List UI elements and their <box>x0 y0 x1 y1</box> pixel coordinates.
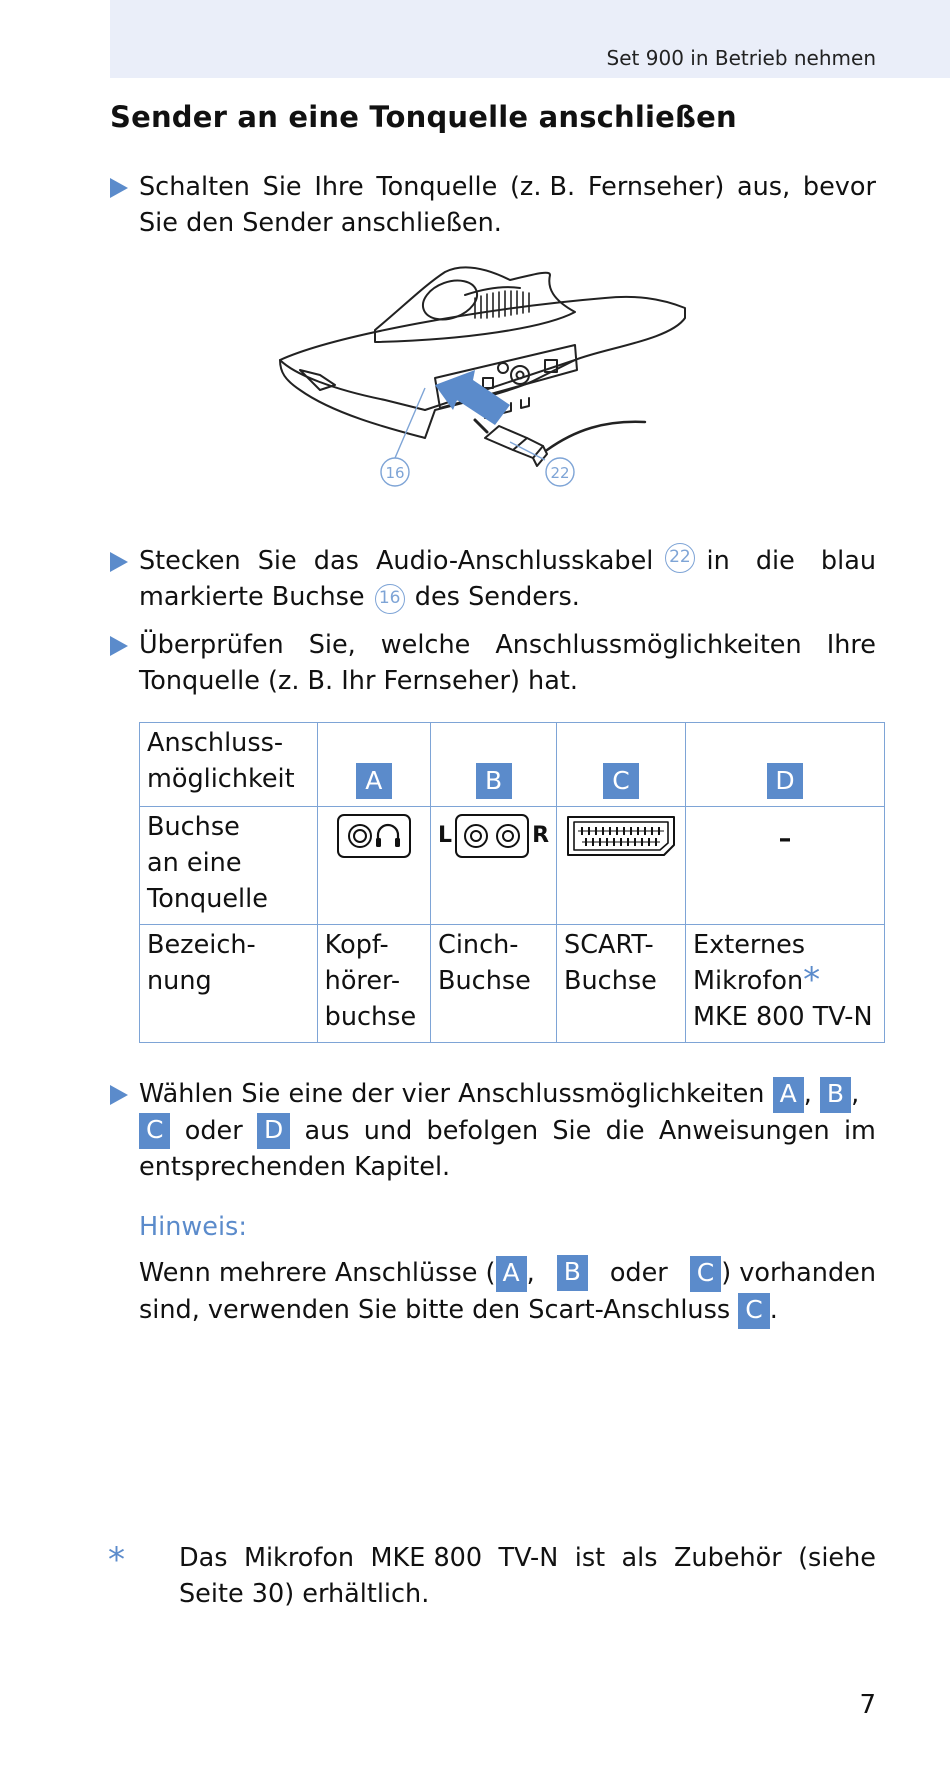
table-row <box>140 925 885 1043</box>
hint-title: Hinweis: <box>139 1212 247 1242</box>
word: TV-N <box>498 1543 559 1573</box>
option-c-cell <box>557 723 686 807</box>
name-c-cell <box>557 925 686 1043</box>
text: Cinch- <box>438 930 519 960</box>
text: , <box>803 1079 812 1109</box>
text: . <box>769 1295 778 1325</box>
socket-d-cell <box>686 807 885 925</box>
word: als <box>621 1543 658 1573</box>
footnote-star-icon: * <box>108 1540 125 1580</box>
word: Schalten <box>139 172 250 202</box>
badge-a: A <box>496 1256 527 1292</box>
word: Überprüfen <box>139 630 284 660</box>
text: hörer- <box>324 966 401 996</box>
callout-16: 16 <box>385 464 405 482</box>
bullet-triangle-icon <box>110 552 128 572</box>
text: an eine <box>147 848 242 878</box>
hint-line-1 <box>139 1255 876 1292</box>
text: , <box>526 1258 535 1288</box>
callout-22: 22 <box>550 464 570 482</box>
badge-c: C <box>603 763 639 799</box>
option-d-cell <box>686 723 885 807</box>
text: Kopf- <box>324 930 389 960</box>
table-row <box>140 723 885 807</box>
text: Tonquelle <box>147 884 268 914</box>
word: die <box>605 1116 645 1146</box>
badge-a: A <box>773 1077 804 1113</box>
row-label-option <box>140 723 318 807</box>
badge-b: B <box>476 763 512 799</box>
text: nung <box>147 966 212 996</box>
text: Mikrofon <box>693 966 804 996</box>
text: buchse <box>324 1002 417 1032</box>
word: (z. B. <box>509 172 576 202</box>
badge-b: B <box>820 1077 851 1113</box>
text: sind, verwenden Sie bitte den Scart-Anschluss <box>139 1295 731 1325</box>
headphone-socket-icon <box>336 813 412 859</box>
hint-line-2 <box>139 1292 876 1329</box>
badge-b: B <box>557 1255 588 1291</box>
step-2-line-1 <box>139 543 876 579</box>
number-16-icon: 16 <box>375 584 405 614</box>
text: Wählen Sie eine der vier Anschlussmöglichkeiten <box>139 1079 765 1109</box>
option-a-cell <box>317 723 430 807</box>
word: Zubehör <box>673 1543 782 1573</box>
text: ) vorhanden <box>721 1258 876 1288</box>
text: des Senders. <box>414 582 580 612</box>
text: Externes <box>693 930 806 960</box>
running-title: Set 900 in Betrieb nehmen <box>606 46 876 70</box>
word: aus <box>304 1116 350 1146</box>
text: Buchse <box>147 812 240 842</box>
table-row <box>140 807 885 925</box>
page-title: Sender an eine Tonquelle anschließen <box>110 100 737 134</box>
word: Mikrofon <box>243 1543 355 1573</box>
step-4-line-2 <box>139 1113 876 1149</box>
footnote <box>179 1540 876 1612</box>
word: bevor <box>802 172 876 202</box>
row-label-socket <box>140 807 318 925</box>
name-b-cell <box>431 925 557 1043</box>
hint-text <box>139 1255 876 1329</box>
word: im <box>843 1116 876 1146</box>
step-4 <box>139 1076 876 1185</box>
socket-a-cell <box>317 807 430 925</box>
step-3 <box>139 627 876 699</box>
word: ist <box>574 1543 606 1573</box>
text: oder <box>609 1258 668 1288</box>
cinch-right-label: R <box>532 823 550 848</box>
word: Anschlussmöglichkeiten <box>495 630 802 660</box>
text: markierte Buchse <box>139 582 365 612</box>
page-number: 7 <box>859 1690 876 1720</box>
word: Sie <box>552 1116 592 1146</box>
word: Fernseher) <box>587 172 725 202</box>
word: MKE 800 <box>370 1543 483 1573</box>
word: Ihre <box>826 630 876 660</box>
word: und <box>363 1116 413 1146</box>
text: Wenn mehrere Anschlüsse ( <box>139 1258 496 1288</box>
bullet-triangle-icon <box>110 1085 128 1105</box>
connection-options-table <box>139 722 885 1043</box>
footnote-line-1 <box>179 1540 876 1576</box>
step-1-line-1 <box>139 169 876 205</box>
word: aus, <box>737 172 791 202</box>
text: in die blau <box>706 546 876 576</box>
socket-d-dash: – <box>778 824 792 854</box>
text: Stecken Sie das Audio-Anschlusskabel <box>139 546 654 576</box>
transmitter-illustration <box>275 260 695 520</box>
word: Anweisungen <box>658 1116 830 1146</box>
badge-d: D <box>257 1113 290 1149</box>
word: Tonquelle <box>376 172 498 202</box>
text: Buchse <box>564 966 657 996</box>
badge-d: D <box>767 763 803 799</box>
step-4-line-1 <box>139 1076 876 1113</box>
word: (siehe <box>798 1543 876 1573</box>
name-a-cell <box>317 925 430 1043</box>
badge-c: C <box>738 1293 769 1329</box>
text: , <box>851 1079 860 1109</box>
text: möglichkeit <box>147 764 295 794</box>
step-3-line-1 <box>139 627 876 663</box>
socket-c-cell <box>557 807 686 925</box>
text: Bezeich- <box>147 930 256 960</box>
text: MKE 800 TV-N <box>693 1002 873 1032</box>
word: oder <box>184 1116 243 1146</box>
step-2-line-2 <box>139 579 876 615</box>
word: Das <box>179 1543 228 1573</box>
socket-b-cell <box>431 807 557 925</box>
word: Sie <box>262 172 302 202</box>
badge-c: C <box>690 1256 721 1292</box>
word: Ihre <box>314 172 364 202</box>
word: welche <box>380 630 471 660</box>
name-d-cell <box>686 925 885 1043</box>
step-3-line-2: Tonquelle (z. B. Ihr Fernseher) hat. <box>139 666 578 696</box>
scart-socket-icon <box>564 813 678 859</box>
badge-a: A <box>356 763 392 799</box>
cinch-socket-icon <box>454 813 530 859</box>
text: SCART- <box>564 930 654 960</box>
bullet-triangle-icon <box>110 636 128 656</box>
row-label-name <box>140 925 318 1043</box>
step-4-line-3: entsprechenden Kapitel. <box>139 1152 451 1182</box>
step-2 <box>139 543 876 615</box>
word: befolgen <box>426 1116 539 1146</box>
option-b-cell <box>431 723 557 807</box>
text: Buchse <box>438 966 531 996</box>
bullet-triangle-icon <box>110 178 128 198</box>
footnote-line-2: Seite 30) erhältlich. <box>179 1579 430 1609</box>
step-1-line-2: Sie den Sender anschließen. <box>139 208 502 238</box>
word: Sie, <box>308 630 356 660</box>
cinch-left-label: L <box>438 823 453 848</box>
badge-c: C <box>139 1113 170 1149</box>
number-22-icon: 22 <box>665 543 695 573</box>
text: Anschluss- <box>147 728 284 758</box>
footnote-star-icon: * <box>803 960 821 1000</box>
step-1 <box>139 169 876 241</box>
